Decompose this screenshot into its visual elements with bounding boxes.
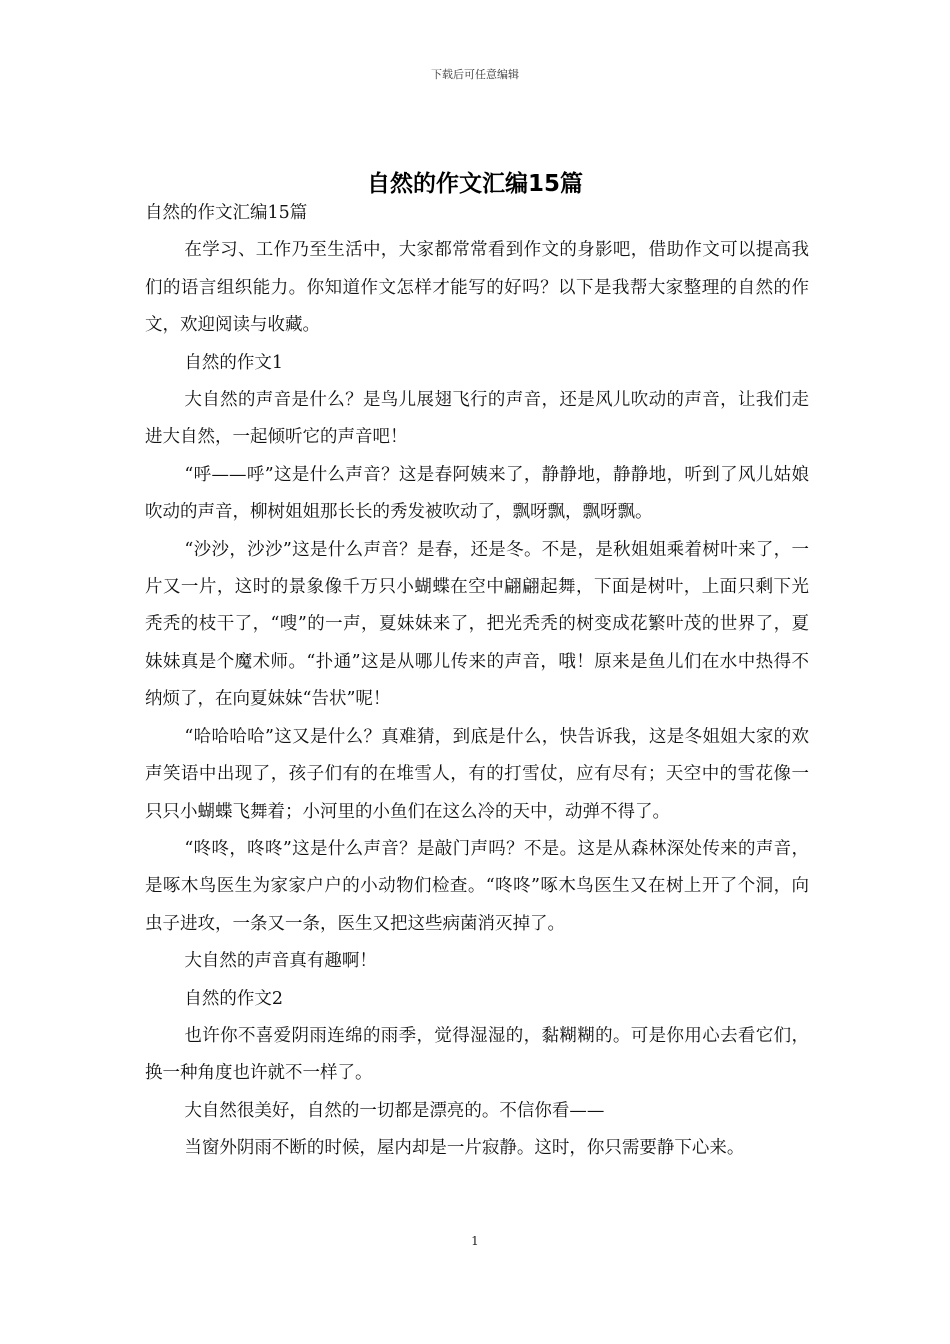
- page-header: 下载后可任意编辑: [431, 68, 519, 81]
- paragraph: 也许你不喜爱阴雨连绵的雨季，觉得湿湿的，黏糊糊的。可是你用心去看它们，换一种角度也许就不一样了。: [145, 1025, 809, 1084]
- paragraph: 大自然的声音真有趣啊！: [184, 951, 377, 972]
- paragraph: “沙沙，沙沙”这是什么声音？是春，还是冬。不是，是秋姐姐乘着树叶来了，一片又一片，这时的景象像千万只小蝴蝶在空中翩翩起舞，下面是树叶，上面只剩下光秃秃的枝干了，“嗖”的一声，夏妹妹来了，把光秃秃的树变成花繁叶茂的世界了，夏妹妹真是个魔术师。“扑通”这是从哪儿传来的声音，哦！原来是鱼儿们在水中热得不纳烦了，在向夏妹妹“告状”呢！: [145, 539, 809, 710]
- paragraph: 当窗外阴雨不断的时候，屋内却是一片寂静。这时，你只需要静下心来。: [184, 1138, 745, 1159]
- paragraph: “咚咚，咚咚”这是什么声音？是敲门声吗？不是。这是从森林深处传来的声音，是啄木鸟医生为家家户户的小动物们检查。“咚咚”啄木鸟医生又在树上开了个洞，向虫子进攻，一条又一条，医生又把这些病菌消灭掉了。: [145, 838, 809, 934]
- paragraph: 大自然的声音是什么？是鸟儿展翅飞行的声音，还是风儿吹动的声音，让我们走进大自然，一起倾听它的声音吧！: [145, 390, 809, 448]
- document-body: [145, 195, 809, 1168]
- page-number: 1: [471, 1234, 479, 1248]
- paragraph: 大自然很美好，自然的一切都是漂亮的。不信你看——: [184, 1100, 605, 1121]
- paragraph: “哈哈哈哈”这又是什么？真难猜，到底是什么，快告诉我，这是冬姐姐大家的欢声笑语中出现了，孩子们有的在堆雪人，有的打雪仗，应有尽有；天空中的雪花像一只只小蝴蝶飞舞着；小河里的小鱼们在这么冷的天中，动弹不得了。: [145, 726, 809, 822]
- document-title: 自然的作文汇编15篇: [366, 171, 583, 198]
- subtitle-line: 自然的作文汇编15篇: [145, 203, 308, 223]
- section-heading-1: 自然的作文1: [184, 352, 284, 373]
- intro-paragraph: 在学习、工作乃至生活中，大家都常常看到作文的身影吧，借助作文可以提高我们的语言组织能力。你知道作文怎样才能写的好吗？以下是我帮大家整理的自然的作文，欢迎阅读与收藏。: [145, 240, 809, 336]
- paragraph: “呼——呼”这是什么声音？这是春阿姨来了，静静地，静静地，听到了风儿姑娘吹动的声音，柳树姐姐那长长的秀发被吹动了，飘呀飘，飘呀飘。: [145, 464, 809, 523]
- section-heading-2: 自然的作文2: [184, 988, 284, 1009]
